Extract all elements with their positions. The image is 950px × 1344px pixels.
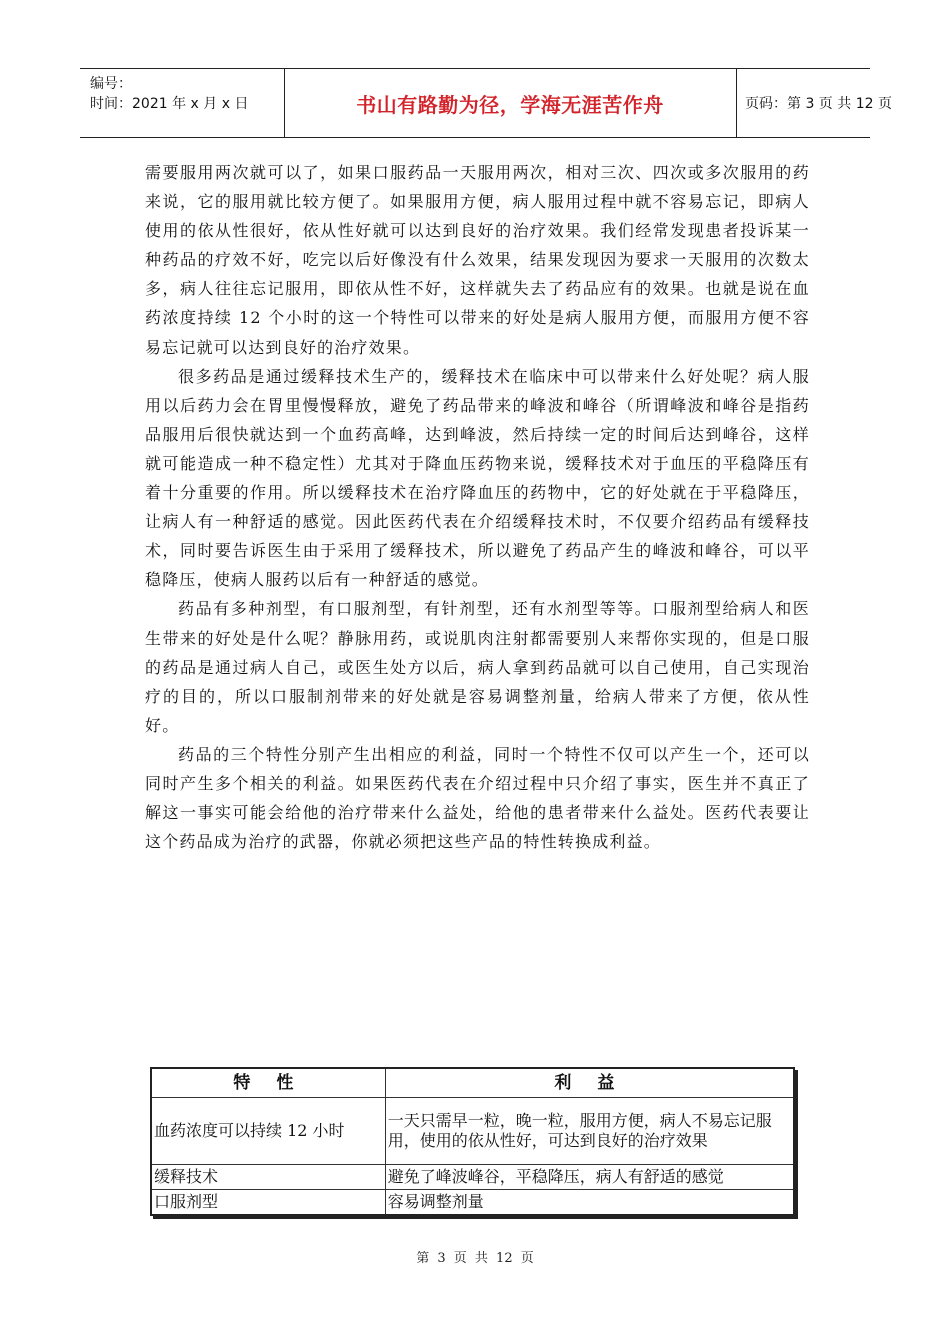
page-header <box>80 68 892 138</box>
paragraph: 需要服用两次就可以了，如果口服药品一天服用两次，相对三次、四次或多次服用的药来说，它的服用就比较方便了。如果服用方便，病人服用过程中就不容易忘记，即病人使用的依从性很好，依从性好就可以达到良好的治疗效果。我们经常发现患者投诉某一种药品的疗效不好，吃完以后好像没有什么效果，结果发现因为要求一天服用的次数太多，病人往往忘记服用，即依从性不好，这样就失去了药品应有的效果。也就是说在血药浓度持续 12 个小时的这一个特性可以带来的好处是病人服用方便，而服用方便不容易忘记就可以达到良好的治疗效果。 <box>145 163 810 357</box>
feature-benefit-table-wrap <box>150 1067 798 1216</box>
paragraph: 很多药品是通过缓释技术生产的，缓释技术在临床中可以带来什么好处呢？病人服用以后药力会在胃里慢慢释放，避免了药品带来的峰波和峰谷（所谓峰波和峰谷是指药品服用后很快就达到一个血药高峰，达到峰波，然后持续一定的时间后达到峰谷，这样就可能造成一种不稳定性）尤其对于降血压药物来说，缓释技术对于血压的平稳降压有着十分重要的作用。所以缓释技术在治疗降血压的药物中，它的好处就在于平稳降压，让病人有一种舒适的感觉。因此医药代表在介绍缓释技术时，不仅要介绍药品有缓释技术，同时要告诉医生由于采用了缓释技术，所以避免了药品产生的峰波和峰谷，可以平稳降压，使病人服药以后有一种舒适的感觉。 <box>145 366 810 590</box>
feature-cell: 血药浓度可以持续 12 小时 <box>151 1098 385 1165</box>
table-row <box>151 1190 794 1216</box>
time-label: 时间：2021 年 x 月 x 日 <box>90 96 249 112</box>
table-row <box>151 1165 794 1190</box>
header-feature: 特 性 <box>151 1068 385 1098</box>
header-meta <box>80 69 285 137</box>
page-info: 页码：第 3 页 共 12 页 <box>745 96 892 112</box>
paragraph: 药品的三个特性分别产生出相应的利益，同时一个特性不仅可以产生一个，还可以同时产生多个相关的利益。如果医药代表在介绍过程中只介绍了事实，医生并不真正了解这一事实可能会给他的治疗带来什么益处，给他的患者带来什么益处。医药代表要让这个药品成为治疗的武器，你就必须把这些产品的特性转换成利益。 <box>145 744 810 852</box>
feature-cell: 口服剂型 <box>151 1190 385 1216</box>
header-page-cell <box>737 69 892 137</box>
feature-cell: 缓释技术 <box>151 1165 385 1190</box>
table-row <box>151 1098 794 1165</box>
header-motto-cell <box>284 69 737 137</box>
page-footer: 第 3 页 共 12 页 <box>416 1251 534 1266</box>
benefit-cell: 避免了峰波峰谷，平稳降压，病人有舒适的感觉 <box>385 1165 794 1190</box>
serial-label: 编号： <box>90 76 132 92</box>
header-benefit: 利 益 <box>385 1068 794 1098</box>
body-text <box>145 158 810 856</box>
motto: 书山有路勤为径，学海无涯苦作舟 <box>356 92 664 117</box>
benefit-cell: 一天只需早一粒，晚一粒，服用方便，病人不易忘记服用，使用的依从性好，可达到良好的治疗效果 <box>385 1098 794 1165</box>
table-header-row <box>151 1068 794 1098</box>
benefit-cell: 容易调整剂量 <box>385 1190 794 1216</box>
feature-benefit-table <box>150 1067 795 1216</box>
paragraph: 药品有多种剂型，有口服剂型，有针剂型，还有水剂型等等。口服剂型给病人和医生带来的好处是什么呢？静脉用药，或说肌肉注射都需要别人来帮你实现的，但是口服的药品是通过病人自己，或医生处方以后，病人拿到药品就可以自己使用，自己实现治疗的目的，所以口服制剂带来的好处就是容易调整剂量，给病人带来了方便，依从性好。 <box>145 599 810 735</box>
